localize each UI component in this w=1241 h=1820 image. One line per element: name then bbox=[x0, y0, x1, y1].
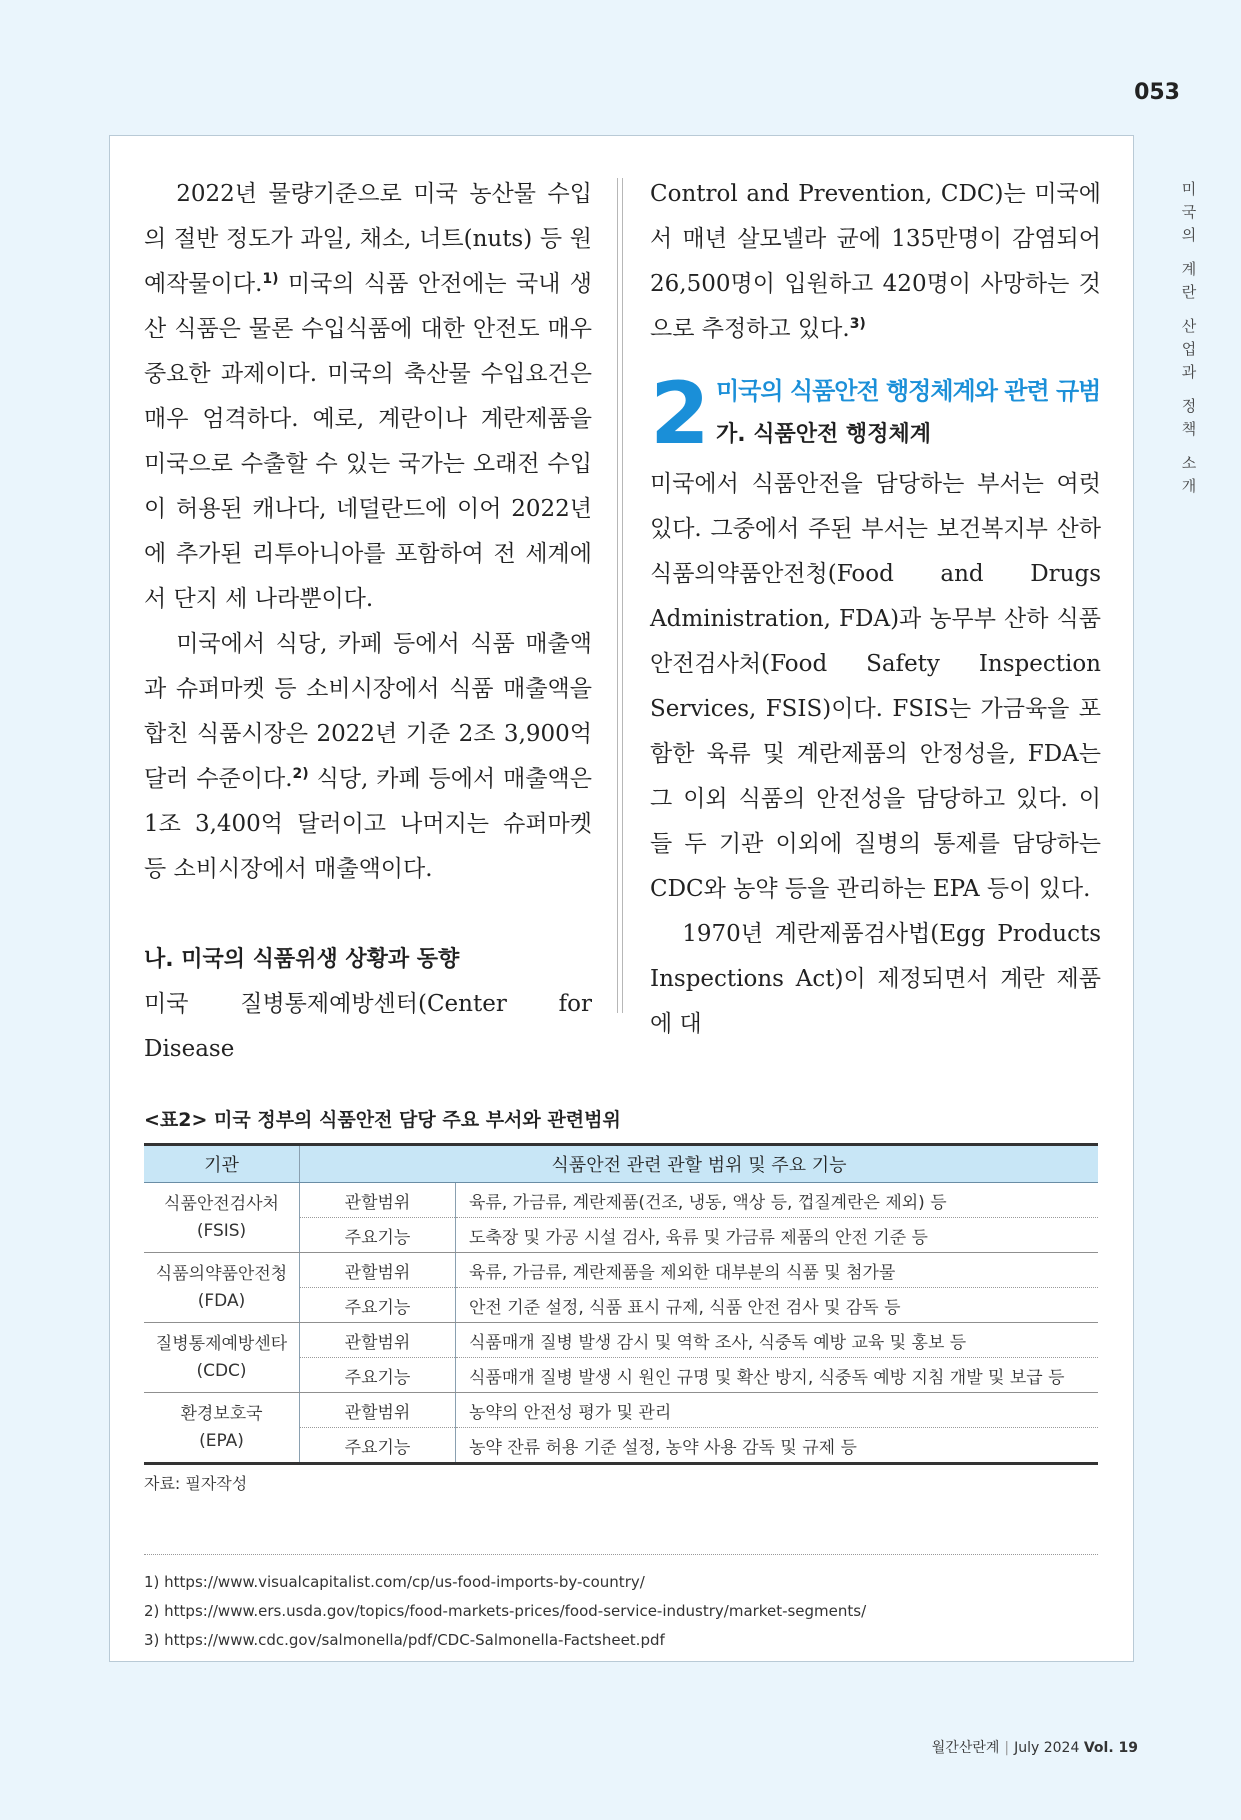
table-header-row bbox=[144, 1145, 1098, 1183]
side-tab-char: 미 bbox=[1181, 180, 1197, 198]
footnote-ref-1: 1) bbox=[262, 271, 279, 287]
footnote-ref-3: 3) bbox=[849, 316, 866, 332]
side-tab-char: 개 bbox=[1181, 477, 1197, 495]
side-tab bbox=[1178, 178, 1200, 498]
content-box bbox=[109, 135, 1134, 1662]
desc-cell: 농약의 안전성 평가 및 관리 bbox=[456, 1393, 1099, 1428]
table-row bbox=[144, 1253, 1098, 1288]
org-name: 식품의약품안전청 bbox=[155, 1263, 288, 1284]
side-tab-char: 의 bbox=[1181, 226, 1197, 244]
right-column bbox=[650, 172, 1101, 1047]
desc-cell: 식품매개 질병 발생 시 원인 규명 및 확산 방지, 식중독 예방 지침 개발 및 보급 등 bbox=[456, 1358, 1099, 1393]
table-row bbox=[144, 1183, 1098, 1218]
column-divider bbox=[617, 178, 623, 1013]
org-abbr: (FDA) bbox=[197, 1290, 246, 1311]
left-paragraph-1-cont: 미국의 식품 안전에는 국내 생산 식품은 물론 수입식품에 대한 안전도 매우 중요한 과제이다. 미국의 축산물 수입요건은 매우 엄격하다. 예로, 계란이나 계란제품을 미국으로 수출할 수 있는 국가는 오래전 수입이 허용된 캐나다, 네덜란드에 이어 2022년에 추가된 리투아니아를 포함하여 전 세계에서 단지 세 나라뿐이다. bbox=[144, 271, 592, 612]
desc-cell: 식품매개 질병 발생 감시 및 역학 조사, 식중독 예방 교육 및 홍보 등 bbox=[456, 1323, 1099, 1358]
desc-cell: 육류, 가금류, 계란제품을 제외한 대부분의 식품 및 첨가물 bbox=[456, 1253, 1099, 1288]
footnote-2: 2) https://www.ers.usda.gov/topics/food-markets-prices/food-service-industry/market-segments/ bbox=[144, 1602, 867, 1620]
org-cell bbox=[144, 1393, 300, 1464]
desc-cell: 도축장 및 가공 시설 검사, 육류 및 가금류 제품의 안전 기준 등 bbox=[456, 1218, 1099, 1253]
footnote-3: 3) https://www.cdc.gov/salmonella/pdf/CDC-Salmonella-Factsheet.pdf bbox=[144, 1631, 665, 1649]
left-paragraph-2-cont: 식당, 카페 등에서 매출액은 1조 3,400억 달러이고 나머지는 슈퍼마켓 등 소비시장에서 매출액이다. bbox=[144, 766, 592, 882]
org-cell bbox=[144, 1253, 300, 1323]
left-paragraph-3: 미국 질병통제예방센터(Center for Disease bbox=[144, 991, 592, 1062]
spacer bbox=[144, 892, 592, 937]
header-org: 기관 bbox=[144, 1145, 300, 1183]
kind-cell: 주요기능 bbox=[300, 1358, 456, 1393]
side-tab-gap bbox=[1178, 384, 1200, 395]
kind-cell: 관할범위 bbox=[300, 1253, 456, 1288]
desc-cell: 육류, 가금류, 계란제품(건조, 냉동, 액상 등, 껍질계란은 제외) 등 bbox=[456, 1183, 1099, 1218]
page-number: 053 bbox=[1134, 80, 1180, 105]
desc-cell: 안전 기준 설정, 식품 표시 규제, 식품 안전 검사 및 감독 등 bbox=[456, 1288, 1099, 1323]
side-tab-gap bbox=[1178, 441, 1200, 452]
desc-cell: 농약 잔류 허용 기준 설정, 농약 사용 감독 및 규제 등 bbox=[469, 1437, 857, 1458]
left-paragraph-1-text: 2022년 물량기준으로 미국 농산물 수입의 절반 정도가 과일, 채소, 너트(nuts) 등 원예작물이다. bbox=[144, 181, 592, 297]
org-abbr: (FSIS) bbox=[196, 1220, 247, 1241]
side-tab-char: 책 bbox=[1181, 420, 1197, 438]
side-tab-char: 란 bbox=[1181, 283, 1197, 301]
left-paragraph-2 bbox=[144, 622, 592, 892]
kind-cell: 주요기능 bbox=[300, 1218, 456, 1253]
side-tab-char: 과 bbox=[1181, 363, 1197, 381]
right-paragraph-3: 1970년 계란제품검사법(Egg Products Inspections Act)이 제정되면서 계란 제품에 대 bbox=[650, 921, 1101, 1037]
side-tab-gap bbox=[1178, 247, 1200, 258]
footnote-ref-2: 2) bbox=[292, 766, 309, 782]
org-abbr: (CDC) bbox=[196, 1360, 247, 1381]
volume: Vol. 19 bbox=[1083, 1740, 1138, 1756]
org-name: 질병통제예방센타 bbox=[155, 1333, 288, 1354]
kind-cell: 주요기능 bbox=[300, 1288, 456, 1323]
left-paragraph-2-text: 미국에서 식당, 카페 등에서 식품 매출액과 슈퍼마켓 등 소비시장에서 식품 매출액을 합친 식품시장은 2022년 기준 2조 3,900억 달러 수준이다. bbox=[144, 631, 592, 792]
section-title: 미국의 식품안전 행정체계와 관련 규범 bbox=[716, 377, 1101, 405]
footnote-divider bbox=[144, 1554, 1098, 1555]
section-2-heading bbox=[650, 364, 1101, 464]
footer-separator: | bbox=[1004, 1740, 1010, 1756]
footnote-1: 1) https://www.visualcapitalist.com/cp/us-food-imports-by-country/ bbox=[144, 1573, 645, 1591]
department-table bbox=[144, 1143, 1098, 1465]
page-footer bbox=[860, 1737, 1138, 1757]
org-name: 환경보호국 bbox=[180, 1403, 263, 1424]
org-name: 식품안전검사처 bbox=[164, 1193, 279, 1214]
side-tab-char: 업 bbox=[1181, 340, 1197, 358]
org-cell bbox=[144, 1183, 300, 1253]
right-paragraph-1-text: Control and Prevention, CDC)는 미국에서 매년 살모넬라 균에 135만명이 감염되어 26,500명이 입원하고 420명이 사망하는 것으로 추정하고 있다. bbox=[650, 181, 1101, 342]
side-tab-char: 국 bbox=[1181, 203, 1197, 221]
kind-cell: 관할범위 bbox=[300, 1183, 456, 1218]
heading-na: 나. 미국의 식품위생 상황과 동향 bbox=[144, 947, 460, 972]
table-row bbox=[144, 1393, 1098, 1428]
table-source: 자료: 필자작성 bbox=[144, 1474, 248, 1493]
side-tab-gap bbox=[1178, 304, 1200, 315]
left-paragraph-1 bbox=[144, 172, 592, 622]
table-caption: <표2> 미국 정부의 식품안전 담당 주요 부서와 관련범위 bbox=[144, 1109, 621, 1131]
left-column bbox=[144, 172, 592, 1072]
right-paragraph-1 bbox=[650, 172, 1101, 352]
section-number: 2 bbox=[650, 364, 710, 464]
right-paragraph-2: 미국에서 식품안전을 담당하는 부서는 여럿 있다. 그중에서 주된 부서는 보건복지부 산하 식품의약품안전청(Food and Drugs Administration, FDA)과 농무부 산하 식품안전검사처(Food Safety Inspection Services, FSIS)이다. FSIS는 가금육을 포함한 육류 및 계란제품의 안정성을, FDA는 그 이외 식품의 안전성을 담당하고 있다. 이들 두 기관 이외에 질병의 통제를 담당하는 CDC와 농약 등을 관리하는 EPA 등이 있다. bbox=[650, 471, 1101, 902]
kind-cell: 주요기능 bbox=[300, 1428, 456, 1464]
kind-cell: 관할범위 bbox=[300, 1323, 456, 1358]
side-tab-char: 소 bbox=[1181, 454, 1197, 472]
heading-ga: 가. 식품안전 행정체계 bbox=[716, 422, 931, 447]
org-abbr: (EPA) bbox=[199, 1430, 244, 1451]
magazine-name: 월간산란계 bbox=[931, 1740, 1000, 1756]
kind-cell: 관할범위 bbox=[300, 1393, 456, 1428]
side-tab-char: 계 bbox=[1181, 260, 1197, 278]
issue-date: July 2024 bbox=[1014, 1740, 1080, 1756]
footnotes bbox=[144, 1568, 1104, 1655]
org-cell bbox=[144, 1323, 300, 1393]
side-tab-char: 정 bbox=[1181, 397, 1197, 415]
table-row bbox=[144, 1323, 1098, 1358]
side-tab-char: 산 bbox=[1181, 317, 1197, 335]
header-scope: 식품안전 관련 관할 범위 및 주요 기능 bbox=[300, 1145, 1099, 1183]
